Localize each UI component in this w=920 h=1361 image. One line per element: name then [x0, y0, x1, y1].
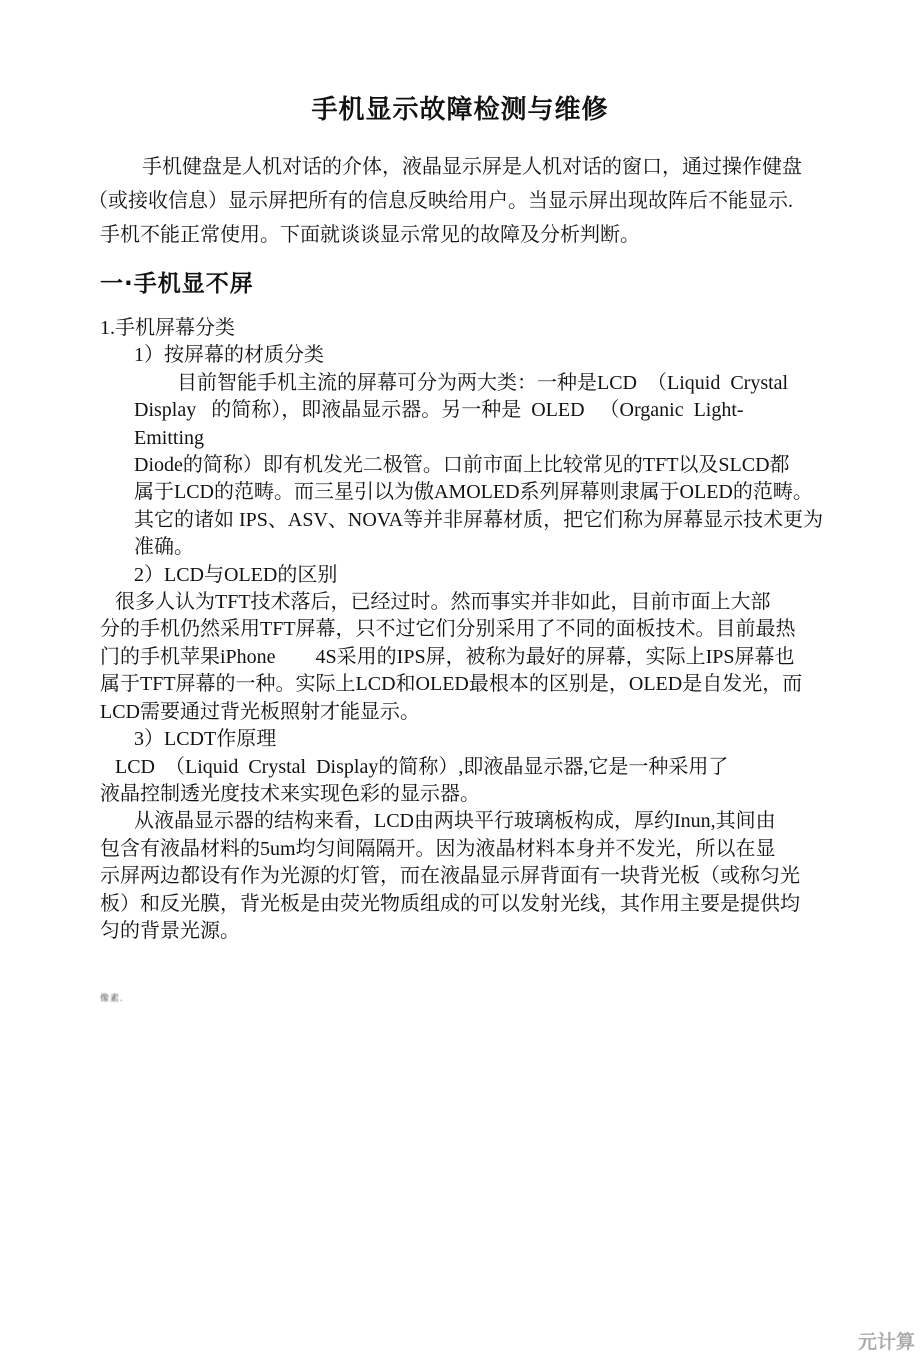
text-line: Display 的简称），即液晶显示器。另一种是 OLED （Organic Light- — [134, 399, 744, 422]
section-body — [100, 315, 840, 945]
intro-paragraph — [88, 150, 836, 252]
text-line: 1.手机屏幕分类 — [100, 317, 235, 339]
text-line: 很多人认为TFT技术落后，已经过时。然而事实并非如此，目前市面上大部 — [115, 591, 771, 614]
text-line: 目前智能手机主流的屏幕可分为两大类：一种是LCD （Liquid Crystal — [177, 371, 789, 394]
text-line: 手机健盘是人机对话的介体，液晶显示屏是人机对话的窗口，通过操作健盘 — [142, 156, 802, 178]
text-line: 1）按屏幕的材质分类 — [134, 344, 324, 367]
text-line: 其它的诸如 IPS、ASV、NOVA等并非屏幕材质，把它们称为屏幕显示技术更为 — [134, 508, 824, 531]
page-title: 手机显示故障检测与维修 — [311, 95, 609, 125]
text-line: 属于TFT屏幕的一种。实际上LCD和OLED最根本的区别是，OLED是自发光，而 — [100, 673, 803, 696]
section-heading: 一·手机显不屏 — [100, 271, 254, 297]
text-line: LCD需要通过背光板照射才能显示。 — [100, 700, 420, 723]
text-line: 示屏两边都设有作为光源的灯管，而在液晶显示屏背面有一块背光板（或称匀光 — [100, 865, 800, 888]
text-line: LCD （Liquid Crystal Display的简称）,即液晶显示器,它是一种采用了 — [115, 755, 729, 778]
text-line: 包含有液晶材料的5um均匀间隔隔开。因为液晶材料本身并不发光，所以在显 — [100, 837, 776, 860]
text-line: 板）和反光膜，背光板是由荧光物质组成的可以发射光线，其作用主要是提供均 — [100, 892, 800, 915]
text-line: 2）LCD与OLED的区别 — [134, 563, 338, 586]
text-line: 液晶控制透光度技术来实现色彩的显示器。 — [100, 782, 480, 805]
text-line: 属于LCD的范畴。而三星引以为傲AMOLED系列屏幕则隶属于OLED的范畴。 — [134, 481, 813, 504]
text-line: 从液晶显示器的结构来看，LCD由两块平行玻璃板构成，厚约Inun,其间由 — [134, 810, 776, 833]
text-line: 准确。 — [134, 536, 194, 559]
watermark-label: 元计算 — [857, 1331, 915, 1353]
text-line: Emitting — [134, 426, 204, 449]
text-line: Diode的简称）即有机发光二极管。口前市面上比较常见的TFT以及SLCD都 — [134, 454, 790, 477]
text-line: 分的手机仍然采用TFT屏幕，只不过它们分别采用了不同的面板技术。目前最热 — [100, 618, 796, 641]
text-line: （或接收信息）显示屏把所有的信息反映给用户。当显示屏出现故阵后不能显示. — [88, 190, 793, 212]
text-line: 匀的背景光源。 — [100, 919, 240, 942]
text-line: 手机不能正常使用。下面就谈谈显示常见的故障及分析判断。 — [100, 224, 640, 246]
tiny-caption: 像素. — [100, 993, 124, 1004]
text-line: 门的手机苹果iPhone 4S采用的IPS屏，被称为最好的屏幕，实际上IPS屏幕也 — [100, 645, 795, 668]
text-line: 3）LCDT作原理 — [134, 728, 277, 751]
